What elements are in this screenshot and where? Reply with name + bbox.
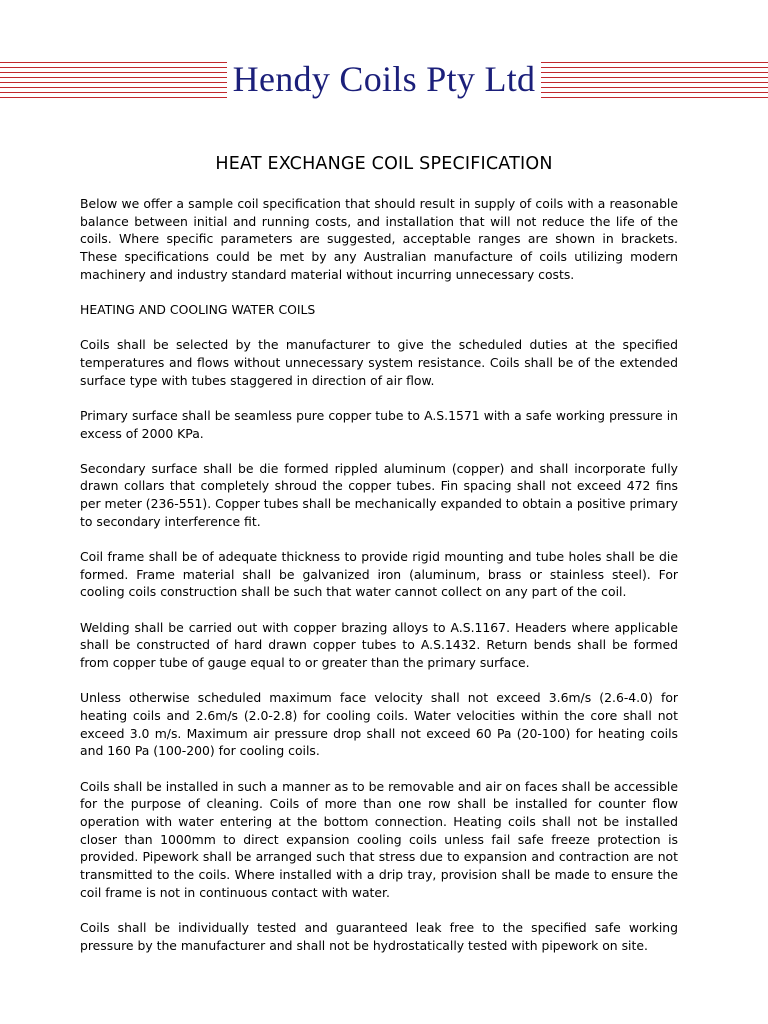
document-title: HEAT EXCHANGE COIL SPECIFICATION xyxy=(215,154,553,174)
company-name-text: Hendy Coils Pty Ltd xyxy=(227,59,542,99)
body-paragraph: Coil frame shall be of adequate thickness to provide rigid mounting and tube holes shall be die formed. Frame material shall be galvanized iron (aluminum, brass or stainless steel). For cooling coils construction shall be such that water cannot collect on any part of the coil. xyxy=(80,549,678,600)
body-paragraph: Secondary surface shall be die formed rippled aluminum (copper) and shall incorporate fully drawn collars that completely shroud the copper tubes. Fin spacing shall not exceed 472 fins per meter (236-551). Copper tubes shall be mechanically expanded to obtain a positive primary to secondary interference fit. xyxy=(80,460,678,529)
body-paragraph: Coils shall be individually tested and guaranteed leak free to the specified safe working pressure by the manufacturer and shall not be hydrostatically tested with pipework on site. xyxy=(80,920,678,953)
body-paragraph: Welding shall be carried out with copper brazing alloys to A.S.1167. Headers where applicable shall be constructed of hard drawn copper tubes to A.S.1432. Return bends shall be formed from copper tube of gauge equal to or greater than the primary surface. xyxy=(80,619,678,671)
company-name xyxy=(0,57,768,101)
body-paragraph: Unless otherwise scheduled maximum face velocity shall not exceed 3.6m/s (2.6-4.0) for heating coils and 2.6m/s (2.0-2.8) for cooling coils. Water velocities within the core shall not exceed 3.0 m/s. Maximum air pressure drop shall not exceed 60 Pa (20-100) for heating coils and 160 Pa (100-200) for cooling coils. xyxy=(80,690,678,759)
section-heading: HEATING AND COOLING WATER COILS xyxy=(80,302,316,318)
body-paragraph: Primary surface shall be seamless pure copper tube to A.S.1571 with a safe working pressure in excess of 2000 KPa. xyxy=(80,407,678,441)
body-paragraph: Coils shall be selected by the manufacturer to give the scheduled duties at the specified temperatures and flows without unnecessary system resistance. Coils shall be of the extended surface type with tubes staggered in direction of air flow. xyxy=(80,337,678,388)
body-paragraph: Coils shall be installed in such a manner as to be removable and air on faces shall be accessible for the purpose of cleaning. Coils of more than one row shall be installed for counter flow operation with water entering at the bottom connection. Heating coils shall not be installed closer than 1000mm to direct expansion cooling coils unless fail safe freeze protection is provided. Pipework shall be arranged such that stress due to expansion and contraction are not transmitted to the coils. Where installed with a drip tray, provision shall be made to ensure the coil frame is not in continuous contact with water. xyxy=(80,778,678,900)
intro-paragraph: Below we offer a sample coil specification that should result in supply of coils with a reasonable balance between initial and running costs, and installation that will not reduce the life of the coils. Where specific parameters are suggested, acceptable ranges are shown in brackets. These specifications could be met by any Australian manufacture of coils utilizing modern machinery and industry standard material without incurring unnecessary costs. xyxy=(80,196,678,282)
document-body xyxy=(80,195,678,972)
